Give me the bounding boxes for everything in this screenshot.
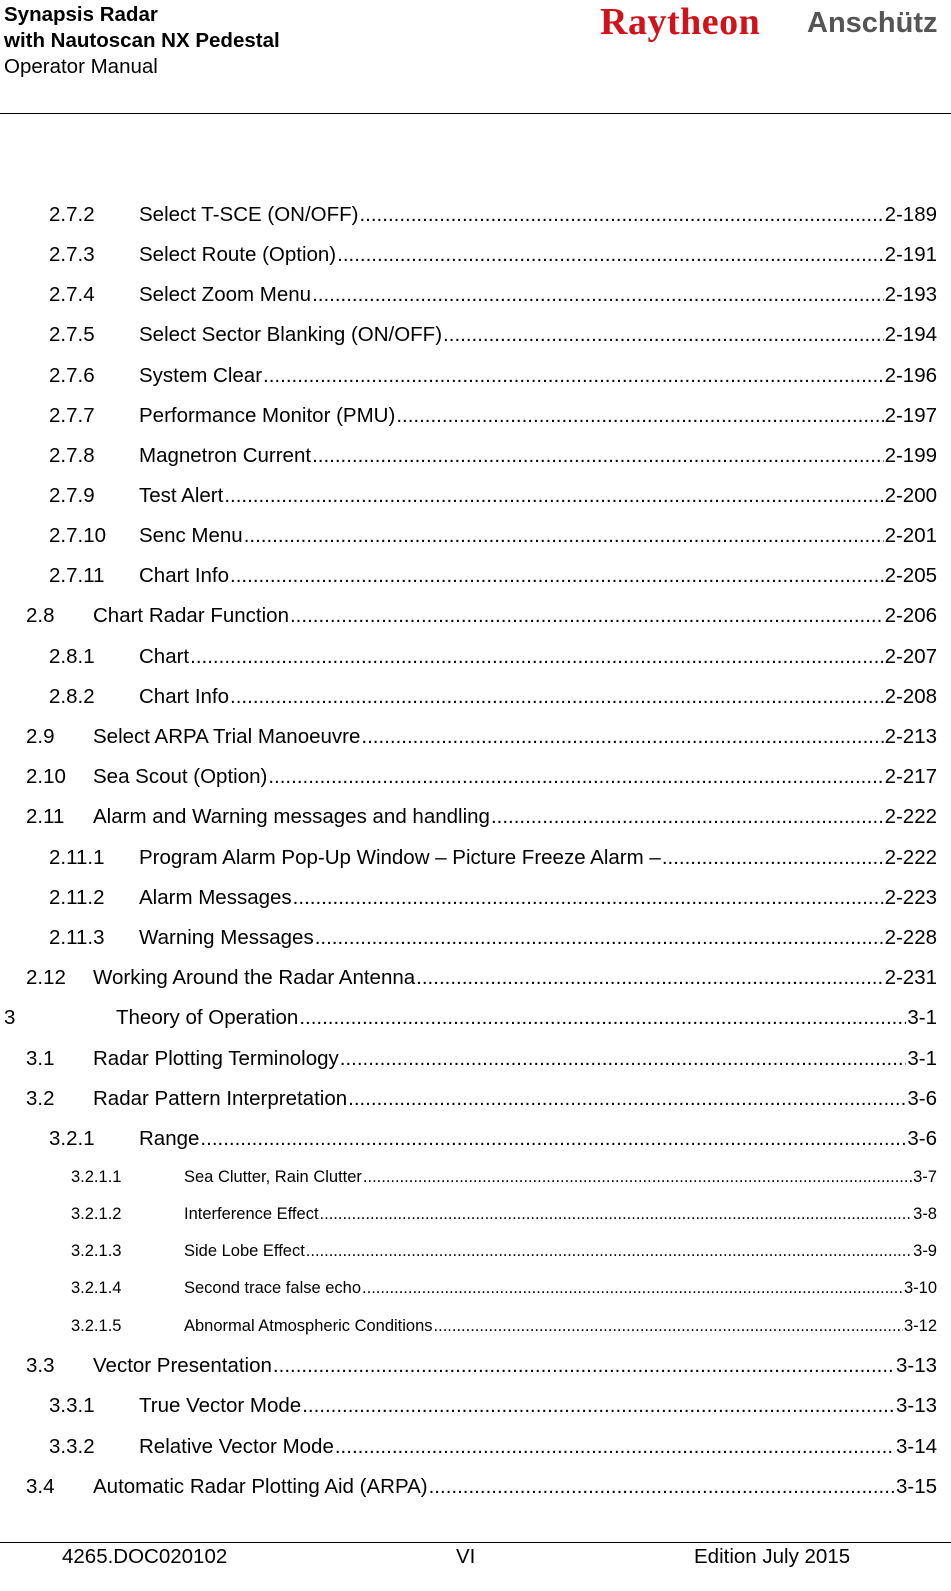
toc-entry[interactable]	[26, 725, 937, 749]
toc-entry-title: Magnetron Current	[139, 444, 312, 467]
toc-entry-page: 2-205	[884, 564, 937, 587]
toc-entry-title: Chart	[139, 645, 190, 668]
toc-entry[interactable]	[49, 1127, 937, 1151]
toc-entry-page: 3-6	[907, 1127, 937, 1150]
toc-entry[interactable]	[49, 886, 937, 910]
toc-entry-page: 2-196	[884, 364, 937, 387]
toc-entry-page: 2-222	[884, 846, 937, 869]
toc-entry-number: 2.11.2	[49, 886, 105, 909]
toc-leader-dots	[340, 1047, 907, 1071]
toc-entry-title: Sea Scout (Option)	[93, 765, 268, 788]
toc-entry-number: 2.8	[26, 604, 55, 627]
toc-entry-number: 2.7.4	[49, 283, 95, 306]
toc-entry-number: 2.11.1	[49, 846, 105, 869]
toc-entry-title: Automatic Radar Plotting Aid (ARPA)	[93, 1475, 428, 1498]
toc-entry[interactable]	[26, 604, 937, 628]
toc-entry[interactable]	[49, 283, 937, 307]
toc-leader-dots	[299, 1006, 906, 1030]
toc-entry-title: Interference Effect	[184, 1205, 319, 1223]
toc-leader-dots	[434, 1317, 903, 1336]
toc-entry-page: 2-213	[884, 725, 937, 748]
product-subtitle: with Nautoscan NX Pedestal	[4, 29, 280, 52]
toc-entry-number: 2.7.8	[49, 444, 95, 467]
toc-entry-title: Senc Menu	[139, 524, 243, 547]
toc-entry-number: 3	[4, 1006, 16, 1029]
toc-entry-page: 3-9	[913, 1242, 937, 1260]
toc-entry[interactable]	[49, 484, 937, 508]
toc-entry[interactable]	[4, 1006, 937, 1030]
toc-entry-page: 2-231	[884, 966, 937, 989]
toc-entry-page: 3-14	[895, 1435, 937, 1458]
toc-entry-page: 3-13	[895, 1394, 937, 1417]
toc-entry-number: 3.3	[26, 1354, 55, 1377]
toc-leader-dots	[320, 1205, 913, 1224]
toc-entry[interactable]	[26, 1047, 937, 1071]
toc-entry-title: Sea Clutter, Rain Clutter	[184, 1168, 362, 1186]
toc-leader-dots	[315, 926, 884, 950]
toc-entry-page: 2-193	[884, 283, 937, 306]
toc-entry[interactable]	[49, 444, 937, 468]
toc-entry[interactable]	[49, 404, 937, 428]
toc-entry[interactable]	[49, 564, 937, 588]
toc-leader-dots	[293, 886, 884, 910]
footer-edition: Edition July 2015	[694, 1545, 851, 1568]
toc-leader-dots	[268, 765, 883, 789]
toc-entry[interactable]	[71, 1168, 937, 1187]
toc-entry-title: Select T-SCE (ON/OFF)	[139, 203, 359, 226]
toc-leader-dots	[263, 364, 884, 388]
toc-entry[interactable]	[49, 243, 937, 267]
toc-entry-page: 2-208	[884, 685, 937, 708]
toc-entry[interactable]	[26, 765, 937, 789]
toc-leader-dots	[335, 1435, 895, 1459]
toc-entry-page: 2-206	[884, 604, 937, 627]
toc-entry-number: 3.2.1.1	[71, 1168, 122, 1186]
toc-leader-dots	[190, 645, 883, 669]
toc-entry-page: 2-228	[884, 926, 937, 949]
toc-entry-title: Chart Radar Function	[93, 604, 289, 627]
toc-entry[interactable]	[49, 685, 937, 709]
toc-entry-number: 3.3.1	[49, 1394, 95, 1417]
toc-entry-number: 2.7.10	[49, 524, 106, 547]
toc-entry-number: 2.7.2	[49, 203, 95, 226]
toc-entry-title: Test Alert	[139, 484, 224, 507]
toc-entry-title: Select ARPA Trial Manoeuvre	[93, 725, 361, 748]
toc-entry[interactable]	[49, 926, 937, 950]
toc-entry[interactable]	[49, 524, 937, 548]
toc-entry-title: Vector Presentation	[93, 1354, 272, 1377]
toc-entry[interactable]	[26, 1087, 937, 1111]
toc-entry-number: 2.7.9	[49, 484, 95, 507]
toc-entry-title: Relative Vector Mode	[139, 1435, 334, 1458]
toc-leader-dots	[306, 1242, 912, 1261]
toc-entry-number: 2.8.2	[49, 685, 95, 708]
toc-entry-page: 2-223	[884, 886, 937, 909]
toc-entry[interactable]	[49, 846, 937, 870]
toc-entry-page: 3-13	[895, 1354, 937, 1377]
toc-leader-dots	[312, 283, 884, 307]
toc-leader-dots	[312, 444, 884, 468]
toc-entry-title: Range	[139, 1127, 200, 1150]
toc-entry-number: 2.11.3	[49, 926, 105, 949]
toc-leader-dots	[230, 564, 884, 588]
toc-entry-page: 3-8	[913, 1205, 937, 1223]
toc-entry-page: 2-200	[884, 484, 937, 507]
toc-entry-number: 2.7.6	[49, 364, 95, 387]
toc-leader-dots	[273, 1354, 895, 1378]
document-header	[4, 2, 280, 80]
toc-entry-title: Alarm Messages	[139, 886, 292, 909]
toc-entry-number: 2.7.11	[49, 564, 105, 587]
footer-page-number: VI	[456, 1545, 476, 1568]
toc-entry-title: Alarm and Warning messages and handling	[93, 805, 490, 828]
toc-entry-title: Radar Plotting Terminology	[93, 1047, 339, 1070]
toc-entry-title: True Vector Mode	[139, 1394, 302, 1417]
toc-entry-page: 2-201	[884, 524, 937, 547]
toc-entry-number: 2.11	[26, 805, 65, 828]
toc-leader-dots	[662, 846, 884, 870]
toc-entry[interactable]	[26, 1354, 937, 1378]
document-type: Operator Manual	[4, 55, 158, 78]
toc-entry-page: 3-10	[903, 1279, 937, 1297]
toc-leader-dots	[230, 685, 884, 709]
toc-entry-number: 3.2	[26, 1087, 55, 1110]
toc-entry-number: 3.2.1	[49, 1127, 95, 1150]
logo-sub-text: Anschütz	[807, 7, 938, 39]
toc-leader-dots	[224, 484, 883, 508]
toc-entry-number: 3.3.2	[49, 1435, 95, 1458]
toc-leader-dots	[416, 966, 883, 990]
toc-entry-title: Working Around the Radar Antenna	[93, 966, 416, 989]
toc-entry-page: 3-7	[913, 1168, 937, 1186]
toc-leader-dots	[429, 1475, 895, 1499]
toc-leader-dots	[290, 604, 884, 628]
toc-leader-dots	[491, 805, 884, 829]
toc-entry[interactable]	[71, 1279, 937, 1298]
toc-entry-page: 2-199	[884, 444, 937, 467]
toc-entry[interactable]	[49, 645, 937, 669]
toc-leader-dots	[348, 1087, 906, 1111]
toc-entry-page: 3-6	[907, 1087, 937, 1110]
toc-entry-number: 2.9	[26, 725, 55, 748]
toc-entry-page: 2-191	[884, 243, 937, 266]
toc-entry[interactable]	[49, 364, 937, 388]
toc-leader-dots	[363, 1168, 912, 1187]
footer-doc-id: 4265.DOC020102	[62, 1545, 228, 1568]
toc-entry-page: 3-15	[895, 1475, 937, 1498]
toc-entry-page: 2-217	[884, 765, 937, 788]
toc-entry[interactable]	[49, 1394, 937, 1418]
header-divider	[0, 113, 951, 114]
toc-leader-dots	[443, 323, 884, 347]
toc-entry-number: 2.7.5	[49, 323, 95, 346]
toc-entry-page: 2-207	[884, 645, 937, 668]
toc-leader-dots	[200, 1127, 906, 1151]
toc-entry-page: 2-222	[884, 805, 937, 828]
toc-entry-title: Side Lobe Effect	[184, 1242, 305, 1260]
toc-entry-number: 3.2.1.2	[71, 1205, 122, 1223]
toc-entry-page: 3-1	[907, 1006, 937, 1029]
toc-entry-title: Program Alarm Pop-Up Window – Picture Freeze Alarm –	[139, 846, 661, 869]
toc-entry-page: 3-1	[907, 1047, 937, 1070]
toc-leader-dots	[396, 404, 883, 428]
toc-entry-title: Performance Monitor (PMU)	[139, 404, 396, 427]
toc-leader-dots	[361, 725, 883, 749]
toc-entry-title: Theory of Operation	[116, 1006, 299, 1029]
footer-divider	[0, 1542, 951, 1543]
toc-entry[interactable]	[26, 805, 937, 829]
toc-leader-dots	[244, 524, 884, 548]
toc-entry-title: Warning Messages	[139, 926, 314, 949]
toc-entry-title: System Clear	[139, 364, 263, 387]
company-logo	[600, 2, 940, 46]
toc-entry[interactable]	[26, 1475, 937, 1499]
toc-entry-title: Second trace false echo	[184, 1279, 362, 1297]
toc-entry-page: 2-194	[884, 323, 937, 346]
product-title: Synapsis Radar	[4, 3, 158, 26]
toc-leader-dots	[302, 1394, 895, 1418]
toc-entry-number: 3.2.1.3	[71, 1242, 122, 1260]
toc-entry-page: 2-189	[884, 203, 937, 226]
toc-entry-number: 3.1	[26, 1047, 55, 1070]
toc-entry-number: 3.2.1.5	[71, 1317, 122, 1335]
toc-entry-page: 2-197	[884, 404, 937, 427]
toc-entry-number: 3.4	[26, 1475, 55, 1498]
toc-entry-number: 2.7.7	[49, 404, 95, 427]
toc-leader-dots	[362, 1279, 903, 1298]
toc-entry[interactable]	[49, 1435, 937, 1459]
toc-entry-title: Select Sector Blanking (ON/OFF)	[139, 323, 443, 346]
toc-entry-number: 2.10	[26, 765, 66, 788]
toc-entry[interactable]	[71, 1205, 937, 1224]
toc-entry-number: 2.7.3	[49, 243, 95, 266]
toc-entry-number: 2.12	[26, 966, 66, 989]
toc-entry[interactable]	[49, 323, 937, 347]
toc-entry-title: Chart Info	[139, 685, 230, 708]
toc-entry-title: Radar Pattern Interpretation	[93, 1087, 348, 1110]
toc-entry[interactable]	[71, 1317, 937, 1336]
toc-leader-dots	[337, 243, 883, 267]
toc-entry[interactable]	[71, 1242, 937, 1261]
toc-entry-title: Abnormal Atmospheric Conditions	[184, 1317, 433, 1335]
toc-entry-number: 2.8.1	[49, 645, 95, 668]
toc-entry-title: Chart Info	[139, 564, 230, 587]
toc-entry-title: Select Route (Option)	[139, 243, 337, 266]
toc-entry[interactable]	[26, 966, 937, 990]
toc-entry-title: Select Zoom Menu	[139, 283, 312, 306]
toc-leader-dots	[359, 203, 883, 227]
logo-brand-text: Raytheon	[600, 1, 761, 43]
toc-entry[interactable]	[49, 203, 937, 227]
toc-entry-number: 3.2.1.4	[71, 1279, 122, 1297]
toc-entry-page: 3-12	[903, 1317, 937, 1335]
